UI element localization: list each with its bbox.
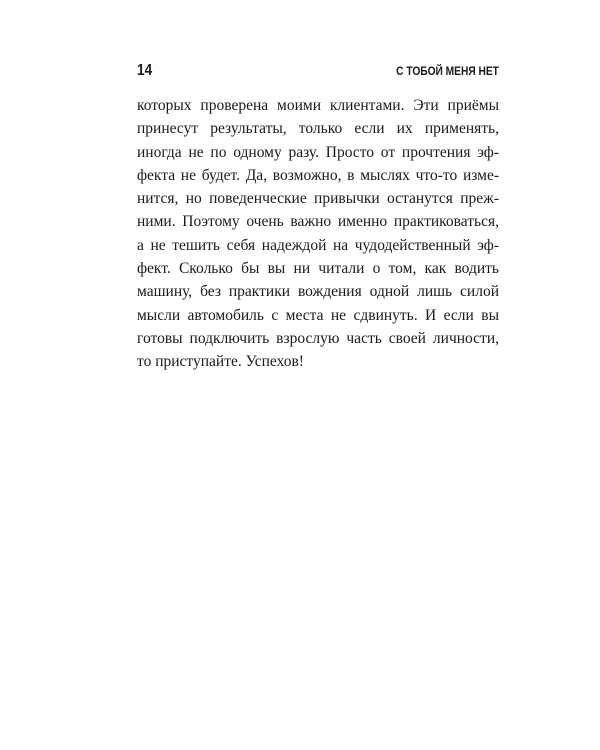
text-line: которых проверена моими клиентами. Эти приёмы	[137, 97, 499, 114]
text-line: фект. Сколько бы вы ни читали о том, как водить	[137, 260, 499, 278]
body-text	[137, 94, 499, 374]
text-line: ними. Поэтому очень важно именно практиковаться,	[137, 213, 499, 231]
text-line: принесут результаты, только если их применять,	[137, 120, 499, 138]
text-line: иногда не по одному разу. Просто от прочтения эф-	[137, 143, 499, 161]
text-line: мысли автомобиль с места не сдвинуть. И если вы	[137, 306, 499, 324]
text-line: готовы подключить взрослую часть своей личности,	[137, 329, 499, 347]
text-line: фекта не будет. Да, возможно, в мыслях что-то изме-	[137, 166, 499, 184]
page-number: 14	[137, 62, 153, 79]
text-line: то приступайте. Успехов!	[137, 353, 304, 371]
text-line: машину, без практики вождения одной лишь силой	[137, 283, 499, 301]
running-head	[137, 60, 499, 86]
text-line: а не тешить себя надеждой на чудодейственный эф-	[137, 236, 499, 254]
running-book-title: С ТОБОЙ МЕНЯ НЕТ	[396, 64, 499, 78]
text-line: нится, но поведенческие привычки останутся преж-	[137, 190, 499, 208]
